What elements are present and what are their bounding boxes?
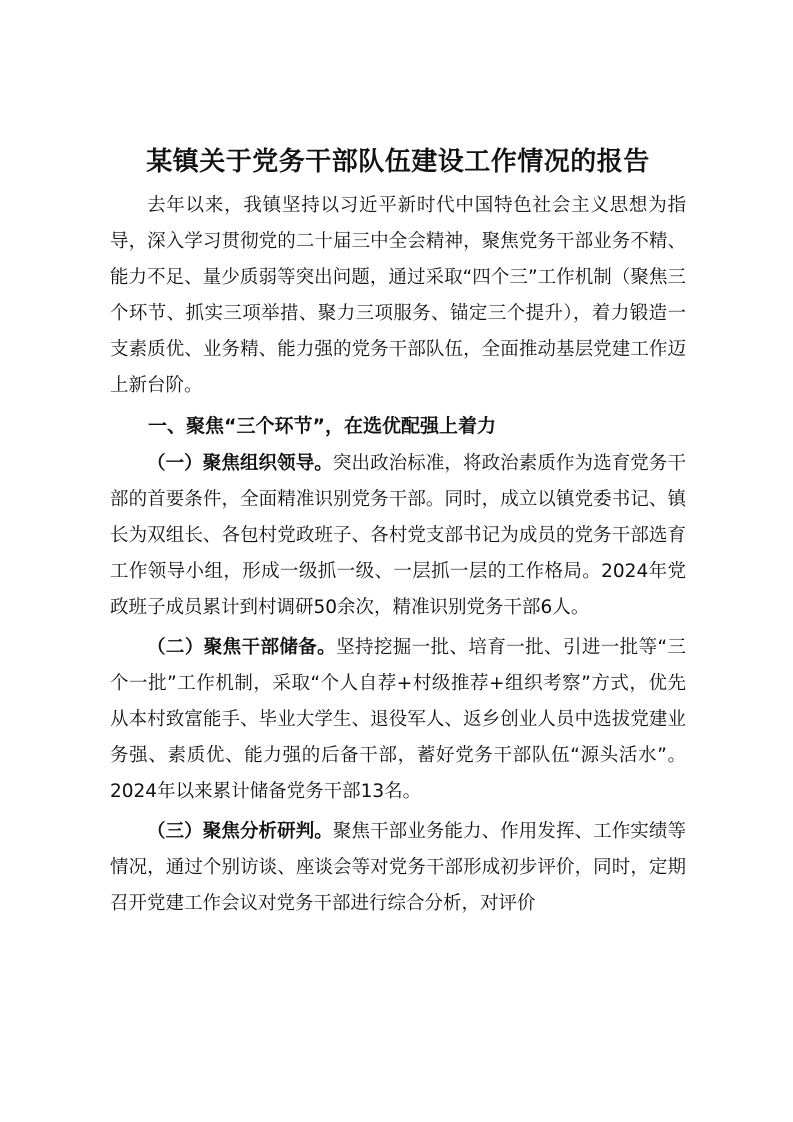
subsection-paragraph-3 — [110, 814, 686, 922]
section-heading-1: 一、聚焦“三个环节”，在选优配强上着力 — [148, 415, 496, 437]
subsection-paragraph-1 — [110, 446, 686, 626]
subsection-lead-2: （二）聚焦干部储备。 — [147, 637, 337, 658]
subsection-lead-3: （三）聚焦分析研判。 — [147, 821, 333, 842]
subsection-text-3: 聚焦干部业务能力、作用发挥、工作实绩等情况，通过个别访谈、座谈会等对党务干部形成初步评价，同时，定期召开党建工作会议对党务干部进行综合分析，对评价 — [110, 821, 686, 914]
subsection-lead-1: （一）聚焦组织领导。 — [147, 453, 333, 474]
document-page — [110, 142, 686, 926]
intro-paragraph: 去年以来，我镇坚持以习近平新时代中国特色社会主义思想为指导，深入学习贯彻党的二十届三中全会精神，聚焦党务干部业务不精、能力不足、量少质弱等突出问题，通过采取“四个三”工作机制（聚焦三个环节、抓实三项举措、聚力三项服务、锚定三个提升），着力锻造一支素质优、业务精、能力强的党务干部队伍，全面推动基层党建工作迈上新台阶。 — [110, 195, 686, 396]
subsection-text-1: 突出政治标准，将政治素质作为选育党务干部的首要条件，全面精准识别党务干部。同时，成立以镇党委书记、镇长为双组长、各包村党政班子、各村党支部书记为成员的党务干部选育工作领导小组，形成一级抓一级、一层抓一层的工作格局。2024年党政班子成员累计到村调研50余次，精准识别党务干部6人。 — [110, 453, 686, 618]
subsection-text-2: 坚持挖掘一批、培育一批、引进一批等“三个一批”工作机制，采取“个人自荐+村级推荐+组织考察”方式，优先从本村致富能手、毕业大学生、退役军人、返乡创业人员中选拔党建业务强、素质优、能力强的后备干部，蓄好党务干部队伍“源头活水”。2024年以来累计储备党务干部13名。 — [110, 637, 686, 802]
subsection-paragraph-2 — [110, 630, 686, 810]
document-title: 某镇关于党务干部队伍建设工作情况的报告 — [146, 147, 650, 177]
